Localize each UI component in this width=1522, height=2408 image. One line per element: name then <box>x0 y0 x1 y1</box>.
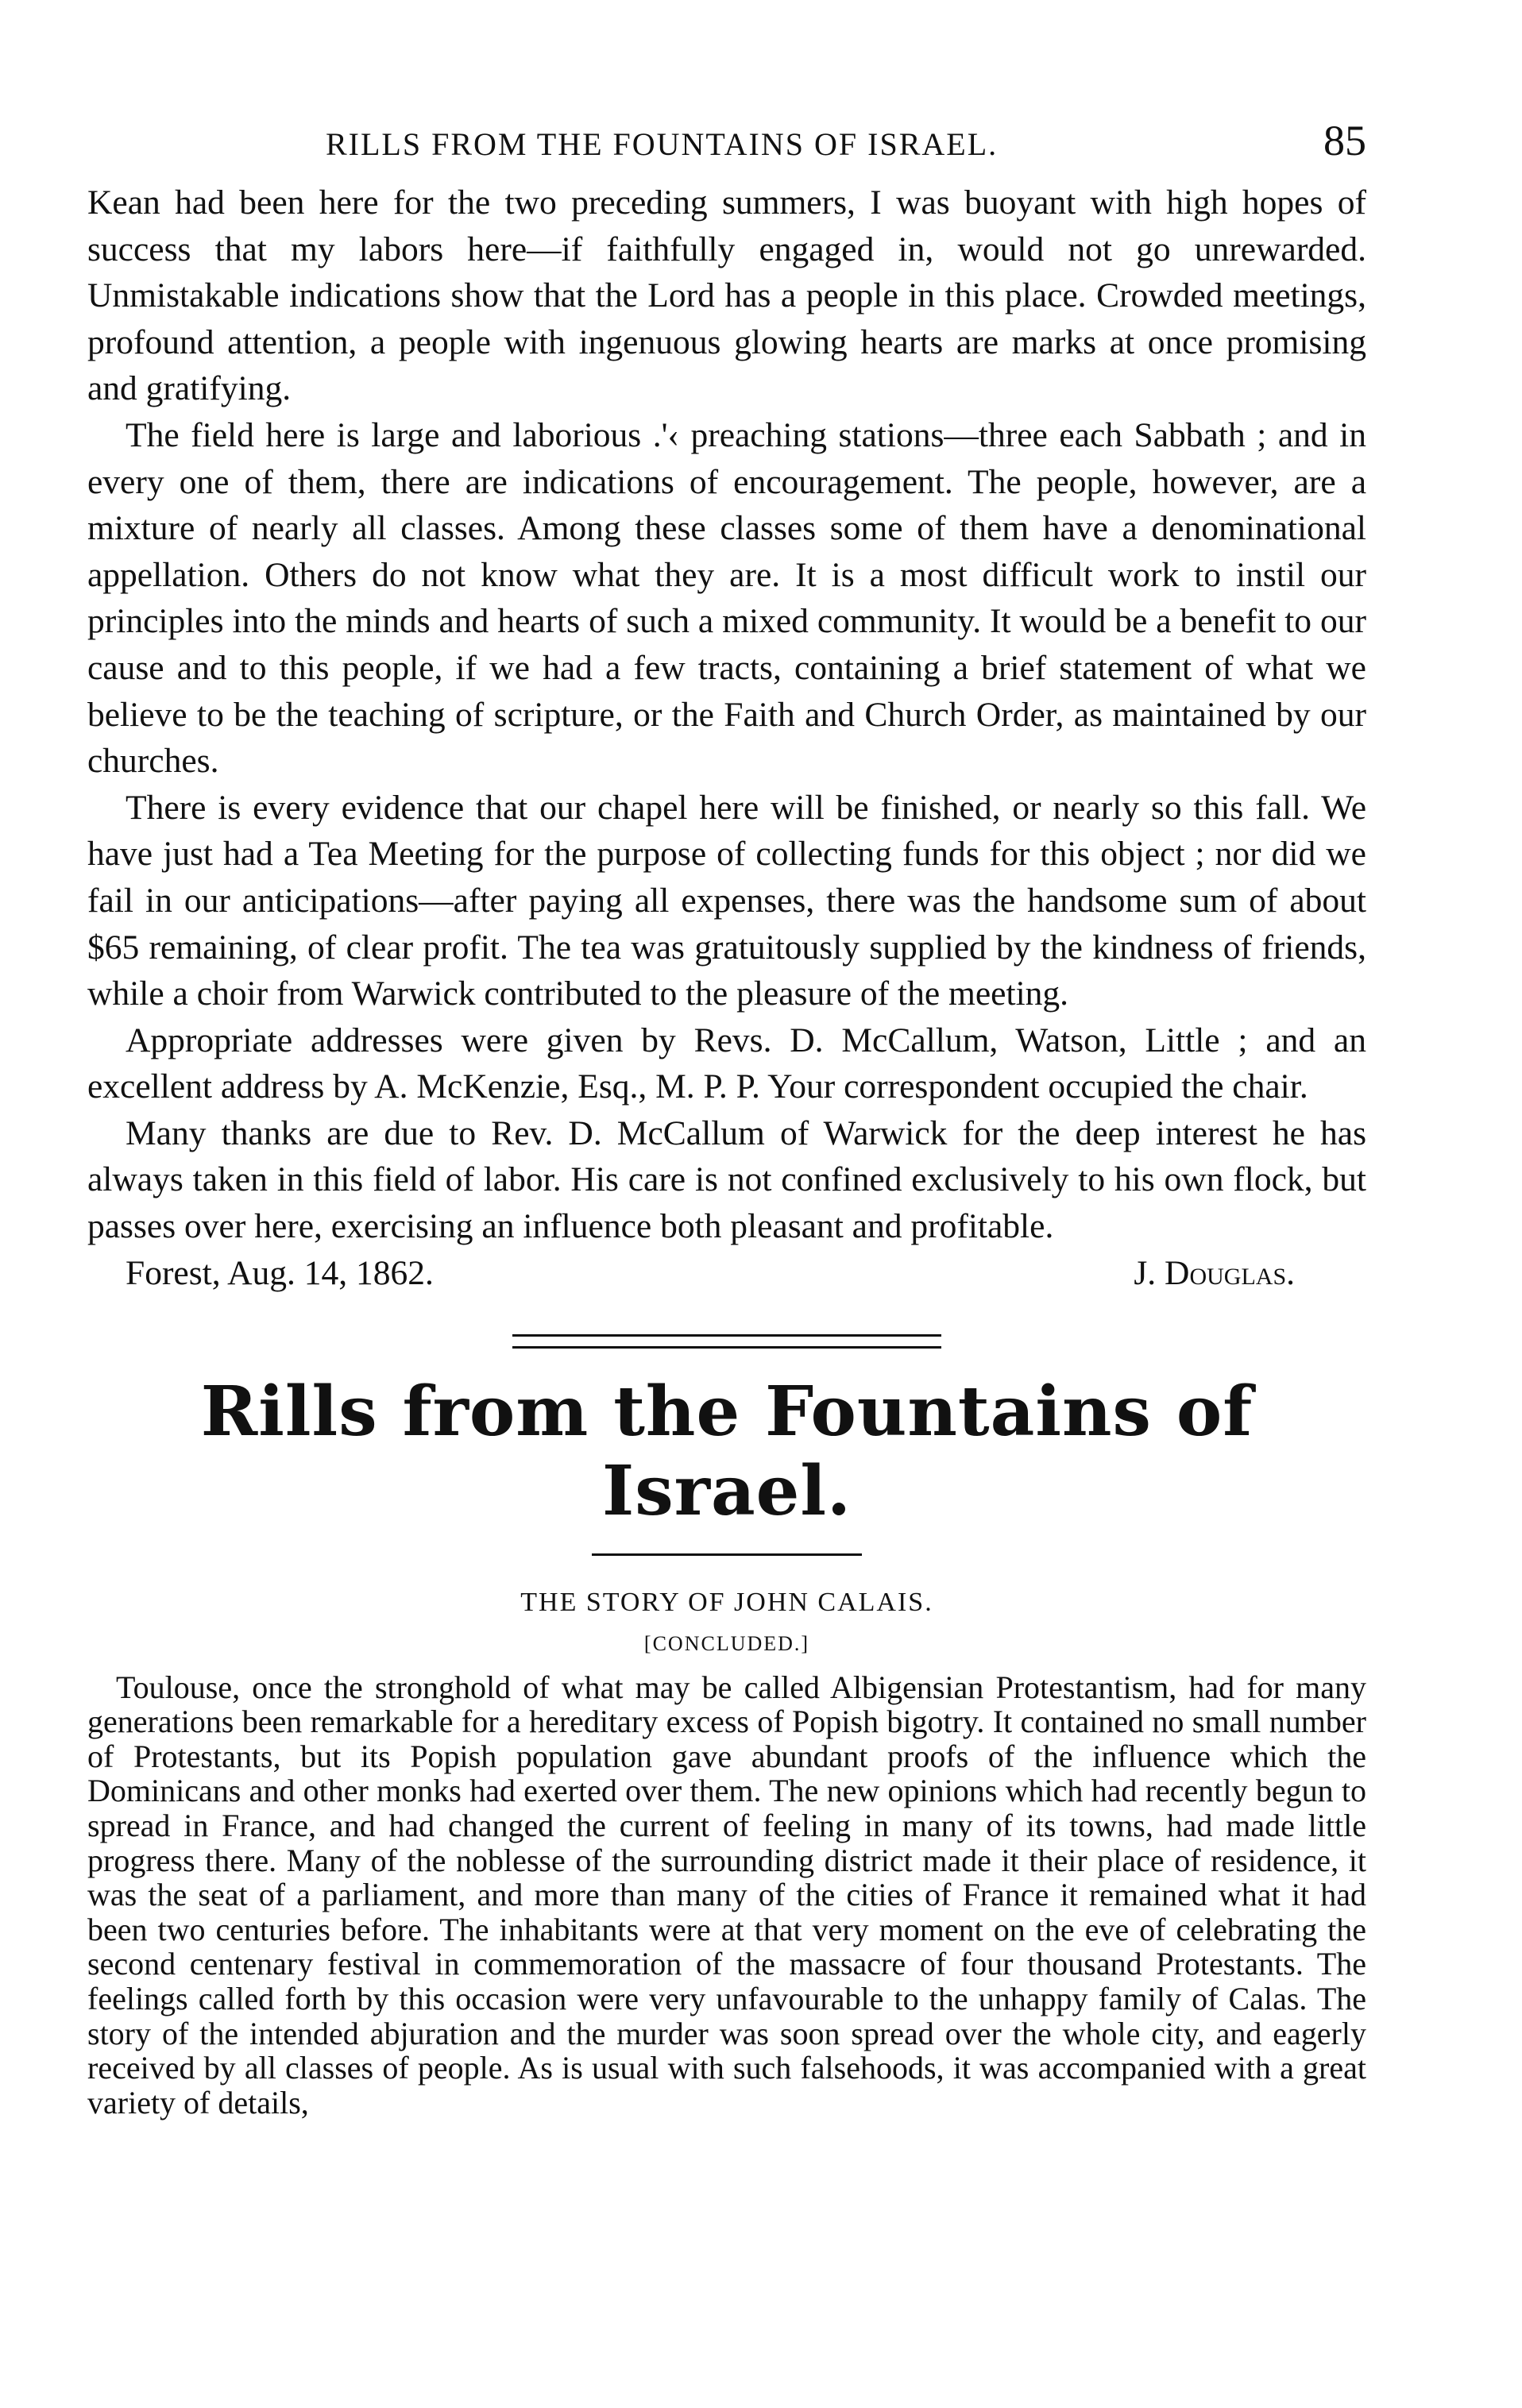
signature-place-date: Forest, Aug. 14, 1862. <box>126 1253 434 1292</box>
section-title: Rills from the Fountains of Israel. <box>200 1371 1254 1531</box>
section-title-rule <box>592 1553 862 1556</box>
book-page <box>87 119 1366 2120</box>
running-header <box>87 119 1366 183</box>
letter-paragraph-3: There is every evidence that our chapel here will be finished, or nearly so this fall. We have just had a Tea Meeting for the purpose of collecting funds for this object ; nor did we fail in our anticipations—after paying all expenses, there was the handsome sum of about $65 remaining, of clear profit. The tea was gratuitously supplied by the kindness of friends, while a choir from Warwick contributed to the pleasure of the meeting. <box>87 788 1366 1013</box>
story-paragraph: Toulouse, once the stronghold of what may be called Albigensian Protestantism, had for many generations been remarkable for a hereditary excess of Popish bigotry. It contained no small number of Protestants, but its Popish population gave abundant proofs of the influence which the Dominicans and other monks had exerted over them. The new opinions which had recently begun to spread in France, and had changed the current of feeling in many of its towns, had made little progress there. Many of the noblesse of the surrounding district made it their place of residence, it was the seat of a parliament, and more than many of the cities of France it remained what it had been two centuries before. The inhabitants were at that very moment on the eve of celebrating the second centenary festival in commemoration of the massacre of four thousand Protestants. The feelings called forth by this occasion were very unfavourable to the unhappy family of Calas. The story of the intended abjuration and the murder was soon spread over the whole city, and eagerly received by all classes of people. As is usual with such falsehoods, it was accompanied with a great variety of details, <box>87 1669 1366 2121</box>
story-note: [CONCLUDED.] <box>643 1631 810 1655</box>
letter-paragraph-1: Kean had been here for the two preceding summers, I was buoyant with high hopes of success that my labors here—if faithfully engaged in, would not go unrewarded. Unmistakable indications show that the Lord has a people in this place. Crowded meetings, profound attention, a people with ingenuous glowing hearts are marks at once promising and gratifying. <box>87 183 1366 408</box>
page-number: 85 <box>1323 117 1366 164</box>
story-title: THE STORY OF JOHN CALAIS. <box>520 1587 933 1617</box>
letter-paragraph-5: Many thanks are due to Rev. D. McCallum of Warwick for the deep interest he has always taken in this field of labor. His care is not confined exclusively to his own flock, but passes over here, exercising an influence both pleasant and profitable. <box>87 1113 1366 1246</box>
letter-paragraph-2: The field here is large and laborious .'‹ preaching stations—three each Sabbath ; and in every one of them, there are indications of encouragement. The people, however, are a mixture of nearly all classes. Among these classes some of them have a denominational appellation. Others do not know what they are. It is a most difficult work to instil our principles into the minds and hearts of such a mixed community. It would be a benefit to our cause and to this people, if we had a few tracts, containing a brief statement of what we believe to be the teaching of scripture, or the Faith and Church Order, as maintained by our churches. <box>87 415 1366 781</box>
signature-line <box>87 1250 1366 1301</box>
signature-name: J. Douglas. <box>1134 1253 1295 1292</box>
running-title: RILLS FROM THE FOUNTAINS OF ISRAEL. <box>326 126 999 162</box>
letter-paragraph-4: Appropriate addresses were given by Revs. D. McCallum, Watson, Little ; and an excellent address by A. McKenzie, Esq., M. P. P. Your correspondent occupied the chair. <box>87 1021 1366 1106</box>
section-divider-double-rule <box>512 1334 941 1349</box>
letter-body <box>87 179 1366 1301</box>
